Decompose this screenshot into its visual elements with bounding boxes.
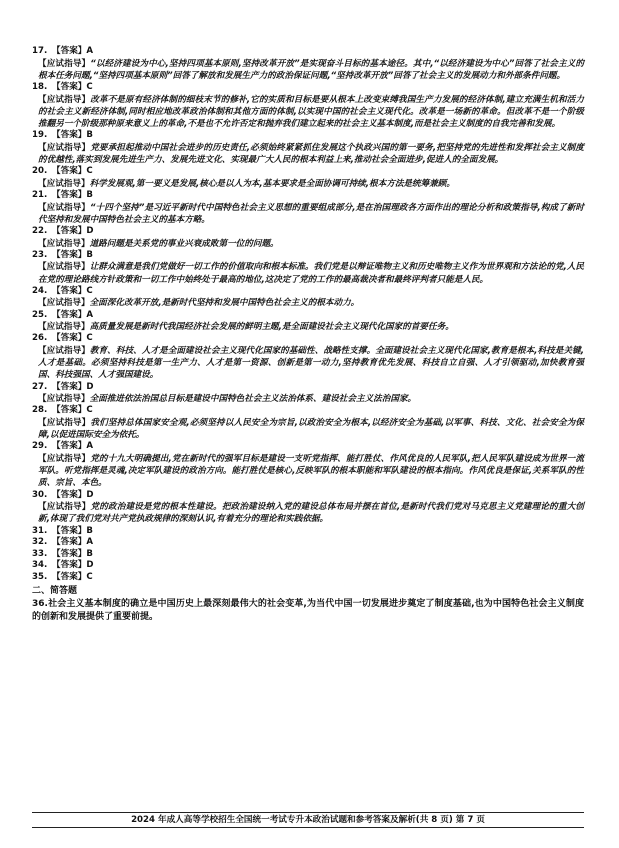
guide-text: “以经济建设为中心,坚持四项基本原则,坚持改革开放”是实现奋斗目标的基本途径。其中,“以经济建设为中心”回答了社会主义的根本任务问题,“坚持四项基本原则”回答了解放和发展生产力的政治保证问题,“坚持改革开放”回答了社会主义的发展动力和外部条件问题。 [38, 58, 584, 81]
answer-item [32, 166, 584, 178]
guide-label: 【应试指导】 [38, 322, 90, 333]
exam-guide [32, 142, 584, 166]
page-footer: 2024 年成人高等学校招生全国统一考试专升本政治试题和参考答案及解析(共 8 页) 第 7 页 [32, 812, 584, 828]
answer-item [32, 382, 584, 394]
answer-key: 【答案】D [52, 381, 94, 392]
guide-text: 我们坚持总体国家安全观,必须坚持以人民安全为宗旨,以政治安全为根本,以经济安全为基础,以军事、科技、文化、社会安全为保障,以促进国际安全为依托。 [38, 417, 584, 441]
answer-item [32, 250, 584, 262]
guide-label: 【应试指导】 [38, 262, 90, 273]
answer-key: 【答案】B [52, 130, 93, 141]
guide-text: 科学发展观,第一要义是发展,核心是以人为本,基本要求是全面协调可持续,根本方法是统筹兼顾。 [89, 178, 455, 189]
answer-item [32, 226, 584, 238]
guide-label: 【应试指导】 [38, 453, 91, 464]
guide-text: 让群众满意是我们党做好一切工作的价值取向和根本标准。我们党是以辩证唯物主义和历史唯物主义作为世界观和方法论的党,人民在党的理论路线方针政策和一切工作中始终处于最高的地位,这决定了党的工作的最高裁决者和最终评判者只能是人民。 [38, 262, 584, 285]
guide-label: 【应试指导】 [38, 58, 91, 69]
answer-key: 【答案】D [52, 226, 94, 236]
answer-item [32, 441, 584, 453]
guide-label: 【应试指导】 [38, 142, 91, 153]
answer-list [32, 46, 584, 584]
question-number: 21. [32, 190, 48, 200]
question-number: 27. [32, 381, 48, 392]
answer-key: 【答案】C [52, 405, 93, 416]
question-number: 34. [32, 560, 48, 571]
answer-item [32, 526, 584, 538]
answer-item [32, 310, 584, 322]
guide-label: 【应试指导】 [38, 94, 91, 105]
guide-text: 高质量发展是新时代我国经济社会发展的鲜明主题,是全面建设社会主义现代化国家的首要任务。 [89, 322, 454, 333]
exam-guide [32, 453, 584, 490]
answer-key: 【答案】C [52, 82, 93, 92]
answer-key: 【答案】C [52, 333, 93, 344]
question-number: 24. [32, 285, 48, 296]
section-title: 二、简答题 [32, 585, 78, 596]
question-number: 29. [32, 441, 48, 452]
guide-label: 【应试指导】 [38, 238, 90, 249]
answer-key: 【答案】D [52, 489, 94, 500]
answer-key: 【答案】D [52, 560, 94, 571]
exam-guide [32, 417, 584, 441]
guide-label: 【应试指导】 [38, 345, 90, 356]
guide-label: 【应试指导】 [38, 502, 91, 513]
question-number: 28. [32, 405, 48, 416]
essay-answer [32, 598, 584, 625]
answer-key: 【答案】A [52, 441, 94, 452]
answer-item [32, 333, 584, 345]
question-number: 32. [32, 537, 48, 548]
exam-guide [32, 321, 584, 333]
exam-guide [32, 94, 584, 131]
exam-guide [32, 202, 584, 226]
exam-guide [32, 58, 584, 82]
guide-text: 党要承担起推动中国社会进步的历史责任,必须始终紧紧抓住发展这个执政兴国的第一要务,把坚持党的先进性和发挥社会主义制度的优越性,落实到发展先进生产力、发展先进文化、实现最广大人民的根本利益上来,推动社会全面进步,促进人的全面发展。 [38, 142, 584, 165]
answer-key: 【答案】B [52, 249, 93, 260]
answer-item [32, 286, 584, 298]
question-number: 22. [32, 226, 48, 236]
answer-key: 【答案】C [52, 166, 93, 177]
question-number: 31. [32, 525, 48, 536]
answer-key: 【答案】A [52, 46, 94, 56]
answer-item [32, 405, 584, 417]
exam-guide [32, 178, 584, 190]
answer-item [32, 549, 584, 561]
answer-key: 【答案】C [52, 571, 93, 582]
answer-key: 【答案】A [52, 309, 94, 320]
question-number: 35. [32, 571, 48, 582]
question-number: 25. [32, 309, 48, 320]
guide-text: 道路问题是关系党的事业兴衰成败第一位的问题。 [89, 238, 279, 249]
guide-label: 【应试指导】 [38, 417, 91, 428]
guide-text: 全面深化改革开放,是新时代坚持和发展中国特色社会主义的根本动力。 [89, 298, 360, 309]
answer-item [32, 82, 584, 94]
question-number: 23. [32, 249, 48, 260]
question-number: 18. [32, 82, 48, 92]
exam-guide [32, 238, 584, 250]
question-number: 20. [32, 166, 48, 177]
question-number: 19. [32, 130, 48, 141]
guide-text: 党的政治建设是党的根本性建设。把政治建设纳入党的建设总体布局并摆在首位,是新时代我们党对马克思主义党建理论的重大创新,体现了我们党对共产党执政规律的深刻认识,有着充分的理论和实践依据。 [38, 502, 584, 525]
guide-text: 全面推进依法治国总目标是建设中国特色社会主义法治体系、建设社会主义法治国家。 [89, 394, 417, 405]
answer-item [32, 190, 584, 202]
exam-guide [32, 393, 584, 405]
guide-text: “十四个坚持”是习近平新时代中国特色社会主义思想的重要组成部分,是在治国理政各方面作出的理论分析和政策指导,构成了新时代坚持和发展中国特色社会主义的基本方略。 [38, 202, 584, 225]
answer-item [32, 130, 584, 142]
question-number: 33. [32, 548, 48, 559]
guide-text: 党的十九大明确提出,党在新时代的强军目标是建设一支听党指挥、能打胜仗、作风优良的人民军队,把人民军队建设成为世界一流军队。听党指挥是灵魂,决定军队建设的政治方向。能打胜仗是核心,反映军队的根本职能和军队建设的根本指向。作风优良是保证,关系军队的性质、宗旨、本色。 [38, 453, 584, 489]
answer-item [32, 572, 584, 584]
guide-label: 【应试指导】 [38, 298, 90, 309]
answer-key: 【答案】C [52, 285, 93, 296]
answer-item [32, 490, 584, 502]
guide-text: 改革不是原有经济体制的细枝末节的修补,它的实质和目标是要从根本上改变束缚我国生产力发展的经济体制,建立充满生机和活力的社会主义新经济体制,同时相应地改革政治体制和其他方面的体制,以实现中国的社会主义现代化。改革是一场新的革命。但改革不是一个阶级推翻另一个阶级那种原来意义上的革命,不是也不允许否定和抛弃我们建立起来的社会主义基本制度,而是社会主义制度的自我完善和发展。 [38, 94, 584, 129]
question-number: 26. [32, 333, 48, 344]
guide-label: 【应试指导】 [38, 178, 90, 189]
answer-key: 【答案】B [52, 190, 93, 200]
question-number: 17. [32, 46, 48, 56]
answer-key: 【答案】B [52, 525, 93, 536]
guide-label: 【应试指导】 [38, 394, 90, 405]
answer-key: 【答案】B [52, 548, 93, 559]
answer-item [32, 537, 584, 549]
guide-text: 教育、科技、人才是全面建设社会主义现代化国家的基础性、战略性支撑。全面建设社会主义现代化国家,教育是根本,科技是关键,人才是基础。必须坚持科技是第一生产力、人才是第一资源、创新是第一动力,坚持教育优先发展、科技自立自强、人才引领驱动,加快教育强国、科技强国、人才强国建设。 [38, 345, 584, 381]
answer-document [32, 46, 584, 624]
guide-label: 【应试指导】 [38, 202, 90, 213]
essay-text: 社会主义基本制度的确立是中国历史上最深刻最伟大的社会变革,为当代中国一切发展进步奠定了制度基础,也为中国特色社会主义制度的创新和发展提供了重要前提。 [32, 598, 584, 622]
exam-guide [32, 261, 584, 285]
exam-guide [32, 345, 584, 382]
answer-key: 【答案】A [52, 537, 94, 548]
question-number: 30. [32, 489, 48, 500]
exam-guide [32, 501, 584, 525]
essay-number: 36. [32, 598, 48, 609]
exam-guide [32, 297, 584, 309]
answer-item [32, 46, 584, 58]
answer-item [32, 560, 584, 572]
